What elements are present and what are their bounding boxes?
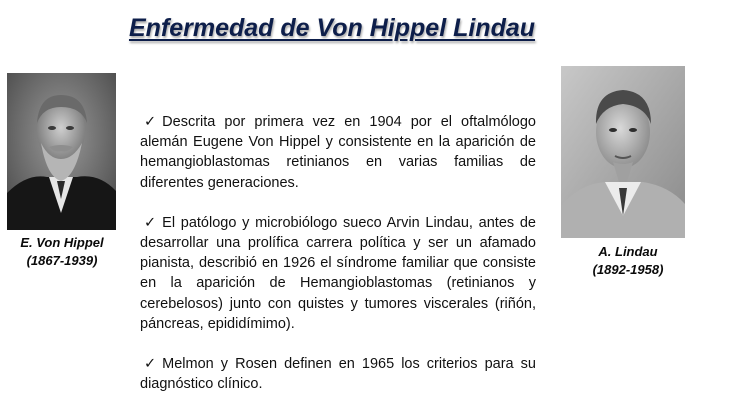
lindau-caption: [566, 243, 690, 279]
paragraph-3: [140, 354, 536, 394]
paragraph-3-text: Melmon y Rosen definen en 1965 los criterios para su diagnóstico clínico.: [140, 356, 536, 393]
von-hippel-name: E. Von Hippel: [20, 235, 104, 250]
check-icon: ✓: [144, 214, 157, 231]
check-icon: ✓: [144, 114, 157, 130]
paragraph-2-text: El patólogo y microbiólogo sueco Arvin Lindau, antes de desarrollar una prolífica carrera política y ser un afamado pianista, describió en 1926 el síndrome familiar que consiste en la aparición de Hemangioblastomas (retinianos y cerebelosos) junto con quistes y tumores viscerales (riñón, páncreas, epididímimo).: [140, 214, 536, 332]
slide-title-text: Enfermedad de Von Hippel Lindau: [128, 14, 536, 42]
check-icon: ✓: [144, 356, 157, 373]
lindau-years: (1892-1958): [592, 262, 664, 277]
paragraph-1-text: Descrita por primera vez en 1904 por el oftalmólogo alemán Eugene Von Hippel y consistente en la aparición de hemangioblastomas retinianos en varias familias de diferentes generaciones.: [140, 114, 536, 191]
description-text: [140, 112, 536, 414]
lindau-portrait: [561, 66, 685, 238]
slide-title: [0, 16, 664, 41]
von-hippel-years: (1867-1939): [26, 253, 98, 268]
paragraph-2: [140, 213, 536, 334]
lindau-name: A. Lindau: [598, 244, 658, 259]
von-hippel-portrait: [7, 73, 116, 230]
von-hippel-caption: [0, 234, 124, 270]
paragraph-1: [140, 112, 536, 193]
